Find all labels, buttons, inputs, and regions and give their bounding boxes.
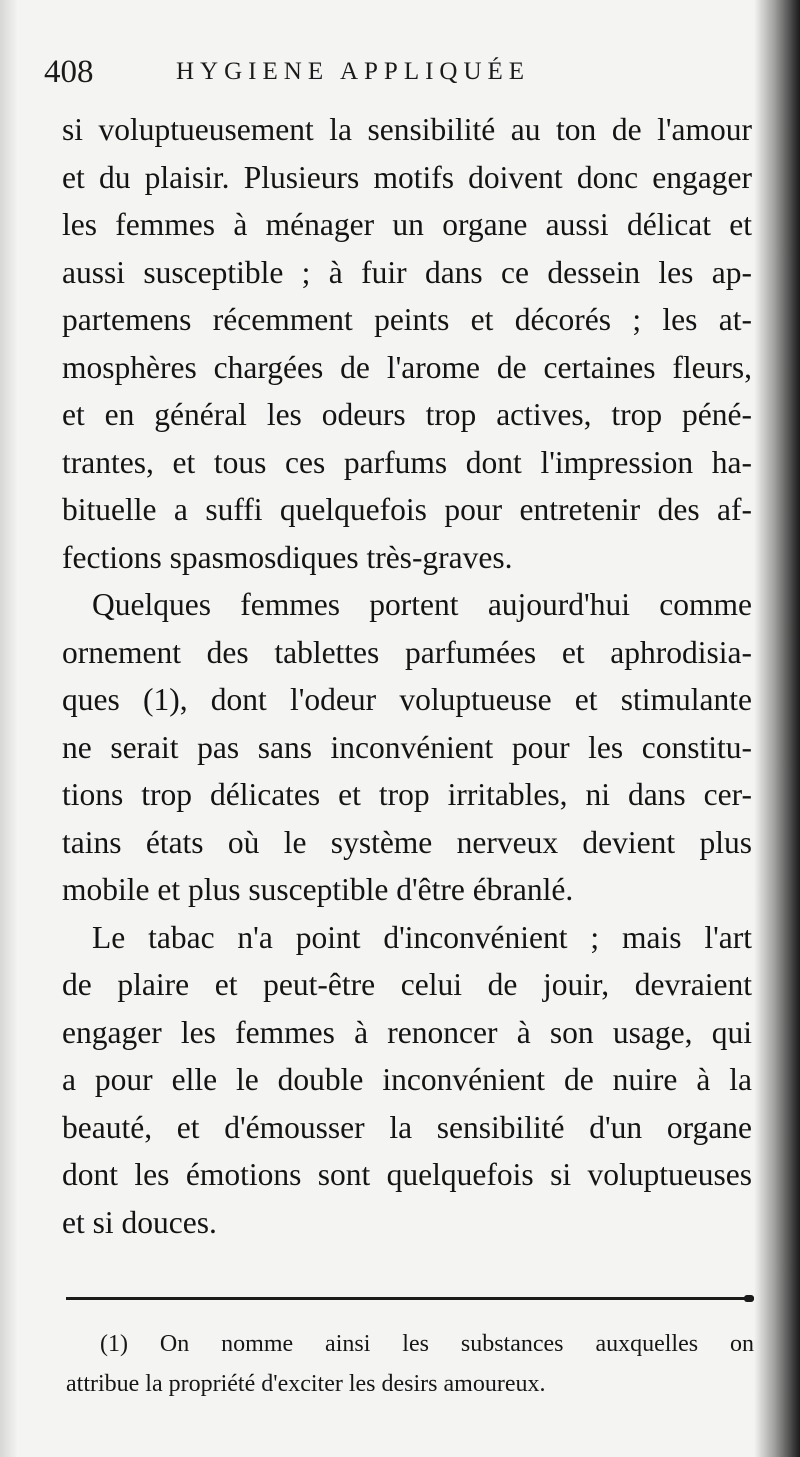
text-line: dont les émotions sont quelquefois si voluptueuses	[62, 1157, 752, 1192]
text-line: si voluptueusement la sensibilité au ton de l'amour	[62, 112, 752, 147]
text-line: fections spasmosdiques très-graves.	[62, 539, 513, 575]
text-line: tions trop délicates et trop irritables, ni dans cer-	[62, 777, 752, 812]
text-line: engager les femmes à renoncer à son usage, qui	[62, 1014, 752, 1050]
running-head: HYGIENE APPLIQUÉE	[176, 58, 531, 85]
paragraph-start-line: Quelques femmes portent aujourd'hui comme	[92, 587, 752, 622]
text-line: bituelle a suffi quelquefois pour entretenir des af-	[62, 492, 752, 527]
text-line: a pour elle le double inconvénient de nuire à la	[62, 1062, 752, 1097]
body-text	[62, 106, 752, 1246]
footnote-line: attribue la propriété d'exciter les desirs amoureux.	[66, 1371, 546, 1397]
text-line: mosphères chargées de l'arome de certaines fleurs,	[62, 349, 752, 385]
text-line: et du plaisir. Plusieurs motifs doivent donc engager	[62, 159, 752, 195]
footnote-separator	[66, 1297, 754, 1300]
text-line: tains états où le système nerveux devient plus	[62, 824, 752, 860]
text-line: et si douces.	[62, 1204, 217, 1240]
text-line: aussi susceptible ; à fuir dans ce dessein les ap-	[62, 254, 752, 290]
text-line: et en général les odeurs trop actives, trop péné-	[62, 397, 752, 432]
text-line: beauté, et d'émousser la sensibilité d'un organe	[62, 1109, 752, 1145]
text-line: ne serait pas sans inconvénient pour les constitu-	[62, 729, 752, 765]
page-number: 408	[44, 54, 94, 90]
text-line: de plaire et peut-être celui de jouir, devraient	[62, 967, 752, 1002]
text-line: ornement des tablettes parfumées et aphrodisia-	[62, 634, 752, 670]
text-line: les femmes à ménager un organe aussi délicat et	[62, 207, 752, 242]
footnote-line: (1) On nomme ainsi les substances auxquelles on	[100, 1331, 754, 1357]
text-line: ques (1), dont l'odeur voluptueuse et stimulante	[62, 682, 752, 717]
text-line: mobile et plus susceptible d'être ébranlé.	[62, 872, 574, 907]
footnote	[66, 1324, 754, 1404]
text-line: partemens récemment peints et décorés ; les at-	[62, 302, 752, 337]
text-line: trantes, et tous ces parfums dont l'impression ha-	[62, 444, 752, 480]
paragraph-start-line: Le tabac n'a point d'inconvénient ; mais l'art	[92, 919, 752, 955]
page-header	[44, 54, 744, 94]
